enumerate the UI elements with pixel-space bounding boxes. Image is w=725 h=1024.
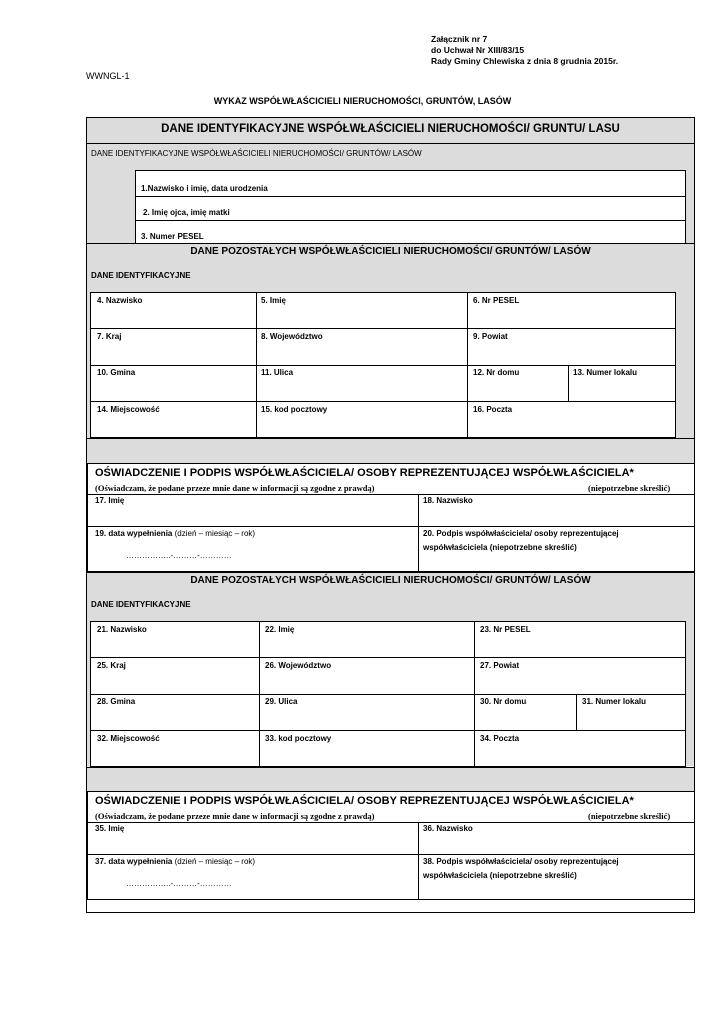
declaration-a: [87, 463, 695, 572]
section-a-header: [87, 243, 694, 293]
declaration-a-title: OŚWIADCZENIE I PODPIS WSPÓŁWŁAŚCICIELA/ OSOBY REPREZENTUJĄCEJ WSPÓŁWŁAŚCICIELA*: [95, 467, 634, 479]
field-38-label-line2: współwłaściciela (niepotrzebne skreślić): [423, 871, 577, 880]
field-3-label: 3. Numer PESEL: [141, 232, 204, 241]
annex-block: [431, 34, 618, 67]
field-2-label: 2. Imię ojca, imię matki: [143, 208, 230, 217]
field-17-label: 17. Imię: [95, 496, 125, 505]
field-9-label: 9. Powiat: [473, 332, 508, 341]
field-27-label: 27. Powiat: [480, 661, 520, 670]
field-5-label: 5. Imię: [261, 296, 286, 305]
annex-line2: do Uchwał Nr XIII/83/15: [431, 45, 525, 55]
form-code: WWNGL-1: [86, 71, 130, 81]
field-33-label: 33. kod pocztowy: [265, 734, 332, 743]
section-a-title: DANE POZOSTAŁYCH WSPÓŁWŁAŚCICIELI NIERUCHOMOŚCI/ GRUNTÓW/ LASÓW: [190, 246, 591, 257]
main-title-band: [87, 118, 694, 144]
declaration-a-note-right: (niepotrzebne skreślić): [588, 483, 671, 493]
field-29-label: 29. Ulica: [265, 697, 298, 706]
annex-line1: Załącznik nr 7: [431, 34, 488, 44]
field-6-label: 6. Nr PESEL: [473, 296, 520, 305]
field-11-label: 11. Ulica: [261, 368, 294, 377]
field-23-label: 23. Nr PESEL: [480, 625, 531, 634]
section-b-title: DANE POZOSTAŁYCH WSPÓŁWŁAŚCICIELI NIERUCHOMOŚCI/ GRUNTÓW/ LASÓW: [190, 575, 591, 586]
field-34-label: 34. Poczta: [480, 734, 520, 743]
field-16-label: 16. Poczta: [473, 405, 513, 414]
field-32-label: 32. Miejscowość: [97, 734, 160, 743]
declaration-a-note: (Oświadczam, że podane przeze mnie dane w informacji są zgodne z prawdą): [95, 483, 375, 493]
field-21-label: 21. Nazwisko: [97, 625, 147, 634]
field-18-label: 18. Nazwisko: [423, 496, 473, 505]
field-38-label-line1: 38. Podpis współwłaściciela/ osoby reprezentującej: [423, 857, 619, 866]
field-28-label: 28. Gmina: [97, 697, 136, 706]
field-26-label: 26. Województwo: [265, 661, 332, 670]
field-14-label: 14. Miejscowość: [97, 405, 160, 414]
field-22-label: 22. Imię: [265, 625, 295, 634]
field-15-label: 15. kod pocztowy: [261, 405, 328, 414]
doc-title: WYKAZ WSPÓŁWŁAŚCICIELI NIERUCHOMOŚCI, GRUNTÓW, LASÓW: [213, 96, 512, 106]
declaration-b: [87, 791, 695, 900]
section-b-grid: [90, 621, 686, 767]
field-4-label: 4. Nazwisko: [97, 296, 143, 305]
field-12-label: 12. Nr domu: [473, 368, 520, 377]
field-19-label: 19. data wypełnienia (dzień – miesiąc – rok): [95, 529, 256, 538]
declaration-b-title: OŚWIADCZENIE I PODPIS WSPÓŁWŁAŚCICIELA/ OSOBY REPREZENTUJĄCEJ WSPÓŁWŁAŚCICIELA*: [95, 795, 634, 807]
field-20-label-line1: 20. Podpis współwłaściciela/ osoby reprezentującej: [423, 529, 619, 538]
field-36-label: 36. Nazwisko: [423, 824, 473, 833]
field-10-label: 10. Gmina: [97, 368, 136, 377]
field-37-label: 37. data wypełnienia (dzień – miesiąc – rok): [95, 857, 256, 866]
field-37-date-placeholder: ……………..-………-…………: [126, 879, 232, 888]
declaration-b-note: (Oświadczam, że podane przeze mnie dane w informacji są zgodne z prawdą): [95, 811, 375, 821]
field-8-label: 8. Województwo: [261, 332, 323, 341]
section-b-subtitle: DANE IDENTYFIKACYJNE: [91, 600, 191, 609]
field-13-label: 13. Numer lokalu: [573, 368, 638, 377]
section-b-header: [87, 572, 694, 622]
field-31-label: 31. Numer lokalu: [582, 697, 647, 706]
annex-line3: Rady Gminy Chlewiska z dnia 8 grudnia 2015r.: [431, 56, 619, 66]
declaration-b-note-right: (niepotrzebne skreślić): [588, 811, 671, 821]
field-20-label-line2: współwłaściciela (niepotrzebne skreślić): [423, 543, 577, 552]
field-35-label: 35. Imię: [95, 824, 125, 833]
field-25-label: 25. Kraj: [97, 661, 126, 670]
field-7-label: 7. Kraj: [97, 332, 122, 341]
section-a-grid: [90, 292, 676, 438]
field-19-date-placeholder: ……………..-………-…………: [126, 551, 232, 560]
main-title: DANE IDENTYFIKACYJNE WSPÓŁWŁAŚCICIELI NIERUCHOMOŚCI/ GRUNTU/ LASU: [161, 123, 620, 135]
field-1-label: 1.Nazwisko i imię, data urodzenia: [141, 184, 268, 193]
first-owner-box: [135, 170, 686, 244]
section-a-subtitle: DANE IDENTYFIKACYJNE: [91, 271, 191, 280]
field-30-label: 30. Nr domu: [480, 697, 527, 706]
sub-title: DANE IDENTYFIKACYJNE WSPÓŁWŁAŚCICIELI NIERUCHOMOŚCI/ GRUNTÓW/ LASÓW: [91, 149, 422, 158]
